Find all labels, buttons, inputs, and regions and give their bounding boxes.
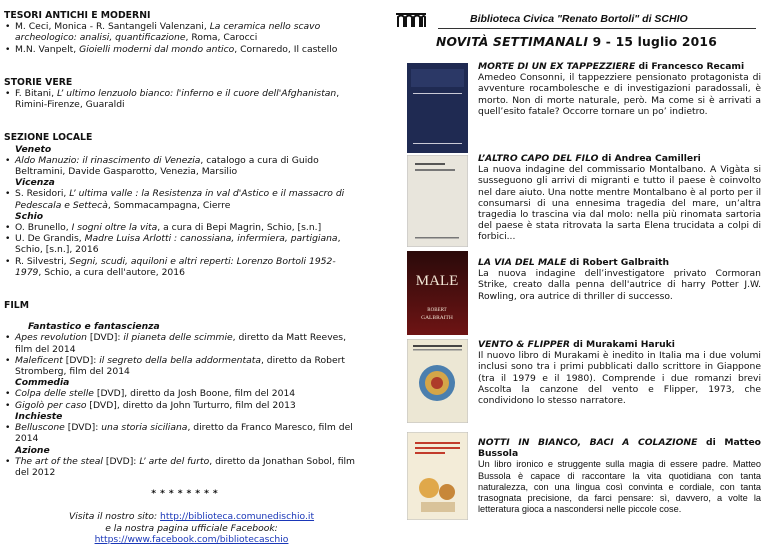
list-commedia <box>4 388 359 410</box>
list-item: • F. Bitani, L’ ultimo lenzuolo bianco: l'inferno e il cuore dell'Afghanistan, Rimini-Firenze, Guaraldi <box>4 88 359 110</box>
svg-text:MALE: MALE <box>415 273 459 289</box>
book-description: NOTTI IN BIANCO, BACI A COLAZIONE di Matteo Bussola Un libro ironico e struggente sulla magia di essere padre. Matteo Bussola è capace di raccontare la vita quotidiana con tanta naturalezza, con una lingua così convinta e cordiale, con tanta trasognata precisione, da farci pensare: sì, davvero, a volte la letteratura gioca a nascondersi nelle piccole cose. <box>478 437 761 515</box>
list-item: • M.N. Vanpelt, Gioielli moderni dal mondo antico, Cornaredo, Il castello <box>4 44 359 55</box>
list-fantastico <box>4 332 359 377</box>
book-title: NOTTI IN BIANCO, BACI A COLAZIONE di Matteo Bussola <box>478 437 761 460</box>
list-schio <box>4 222 359 278</box>
list-azione <box>4 456 359 478</box>
book-description: MORTE DI UN EX TAPPEZZIERE di Francesco Recami Amedeo Consonni, il tappezziere pensionato protagonista di avventure rocambolesche e di investigazioni paradossali, è morto. Non di morte naturale, però. Ma come si è arrivati a quell’esito fatale? Occorre tornare un po’ indietro. <box>478 61 761 117</box>
book-cover-image <box>407 432 468 520</box>
footer <box>4 511 359 545</box>
svg-text:GALBRAITH: GALBRAITH <box>421 315 453 321</box>
list-item: • Maleficent [DVD]: il segreto della bella addormentata, diretto da Robert Stromberg, film del 2014 <box>4 355 359 377</box>
book-title: L’ALTRO CAPO DEL FILO di Andrea Camilleri <box>478 153 701 164</box>
section-title-tesori: TESORI ANTICHI E MODERNI <box>4 10 151 21</box>
list-item: • O. Brunello, I sogni oltre la vita, a cura di Bepi Magrin, Schio, [s.n.] <box>4 222 359 233</box>
site-link[interactable]: http://biblioteca.comunedischio.it <box>160 511 315 523</box>
list-item: • Aldo Manuzio: il rinascimento di Venezia, catalogo a cura di Guido Beltramini, Davide Gasparotto, Venezia, Marsilio <box>4 155 359 177</box>
list-item: • M. Ceci, Monica - R. Santangeli Valenzani, La ceramica nello scavo archeologico: analisi, quantificazione, Roma, Carocci <box>4 21 359 43</box>
book-cover-image <box>407 251 468 335</box>
list-item: • Gigolò per caso [DVD], diretto da John Turturro, film del 2013 <box>4 400 359 411</box>
book-title: VENTO & FLIPPER di Murakami Haruki <box>478 339 675 350</box>
right-column <box>386 0 764 515</box>
list-veneto <box>4 155 359 177</box>
subsection-azione: Azione <box>15 444 50 456</box>
list-item: • U. De Grandis, Madre Luisa Arlotti : canossiana, infermiera, partigiana, Schio, [s.n.], 2016 <box>4 233 359 255</box>
list-item: • Colpa delle stelle [DVD], diretto da Josh Boone, film del 2014 <box>4 388 359 399</box>
section-title-locale: SEZIONE LOCALE <box>4 132 93 144</box>
book-cover-image <box>407 339 468 423</box>
section-title-film: FILM <box>4 300 29 312</box>
header-divider <box>438 28 756 29</box>
weekly-news-title: NOVITÀ SETTIMANALI 9 - 15 luglio 2016 <box>436 35 717 49</box>
subsection-fantastico: Fantastico e fantascienza <box>28 321 160 333</box>
header <box>386 0 764 34</box>
svg-text:ROBERT: ROBERT <box>427 308 447 313</box>
book-cover-image <box>407 63 468 153</box>
footer-site-label: Visita il nostro sito: <box>68 511 161 523</box>
footer-facebook-label: e la nostra pagina ufficiale Facebook: <box>105 522 278 534</box>
list-tesori <box>4 21 359 55</box>
list-item: • R. Silvestri, Segni, scudi, aquiloni e altri reperti: Lorenzo Bortoli 1952-1979, Schio, a cura dell'autore, 2016 <box>4 256 359 278</box>
subsection-inchieste: Inchieste <box>15 410 63 422</box>
book-title: LA VIA DEL MALE di Robert Galbraith <box>478 257 670 268</box>
list-item: • Belluscone [DVD]: una storia siciliana, diretto da Franco Maresco, film del 2014 <box>4 422 359 444</box>
subsection-schio: Schio <box>15 210 44 222</box>
list-storie <box>4 88 359 110</box>
left-column <box>4 10 359 545</box>
list-inchieste <box>4 422 359 444</box>
library-logo-icon <box>396 12 426 28</box>
library-title: Biblioteca Civica "Renato Bortoli" di SCHIO <box>470 13 688 25</box>
subsection-veneto: Veneto <box>15 143 52 155</box>
book-cover-image <box>407 155 468 247</box>
facebook-link[interactable]: https://www.facebook.com/bibliotecaschio <box>94 533 289 545</box>
book-description: VENTO & FLIPPER di Murakami Haruki Il nuovo libro di Murakami è inedito in Italia ma i due volumi inclusi sono tra i primi pubblicati dallo scrittore in Giappone (tra il 1979 e il 1980). Comprende i due romanzi brevi Ascolta la canzone del vento e Flipper, 1973, che condividono lo stesso narratore. <box>478 339 761 407</box>
list-item: • S. Residori, L’ ultima valle : la Resistenza in val d'Astico e il massacro di Pedescala e Settecà, Sommacampagna, Cierre <box>4 188 359 210</box>
list-item: • The art of the steal [DVD]: L’ arte del furto, diretto da Jonathan Sobol, film del 2012 <box>4 456 359 478</box>
book-description: LA VIA DEL MALE di Robert Galbraith La nuova indagine dell’investigatore privato Cormoran Strike, creato dalla penna dell'autrice di harry Potter J.W. Rowling, ora autrice di thriller di successo. <box>478 257 761 302</box>
subsection-vicenza: Vicenza <box>15 177 55 189</box>
list-item: • Apes revolution [DVD]: il pianeta delle scimmie, diretto da Matt Reeves, film del 2014 <box>4 332 359 354</box>
star-separator: ******** <box>151 488 222 500</box>
section-title-storie: STORIE VERE <box>4 76 73 88</box>
list-vicenza <box>4 188 359 210</box>
subsection-commedia: Commedia <box>15 377 70 389</box>
book-description: L’ALTRO CAPO DEL FILO di Andrea Camilleri La nuova indagine del commissario Montalbano. A Vigàta si susseguono gli arrivi di migranti e tutto il paese è coinvolto nel dare aiuto. Una notte mentre Montalbano è al porto per il consumarsi di una ennesima tragedia del mare, un’altra tragedia lo trascina via dal molo: nella più rinomata sartoria del paese è stata ritrovata la sarta Elena trucidata a colpi di forbici... <box>478 153 761 243</box>
book-title: MORTE DI UN EX TAPPEZZIERE di Francesco Recami <box>478 61 745 72</box>
